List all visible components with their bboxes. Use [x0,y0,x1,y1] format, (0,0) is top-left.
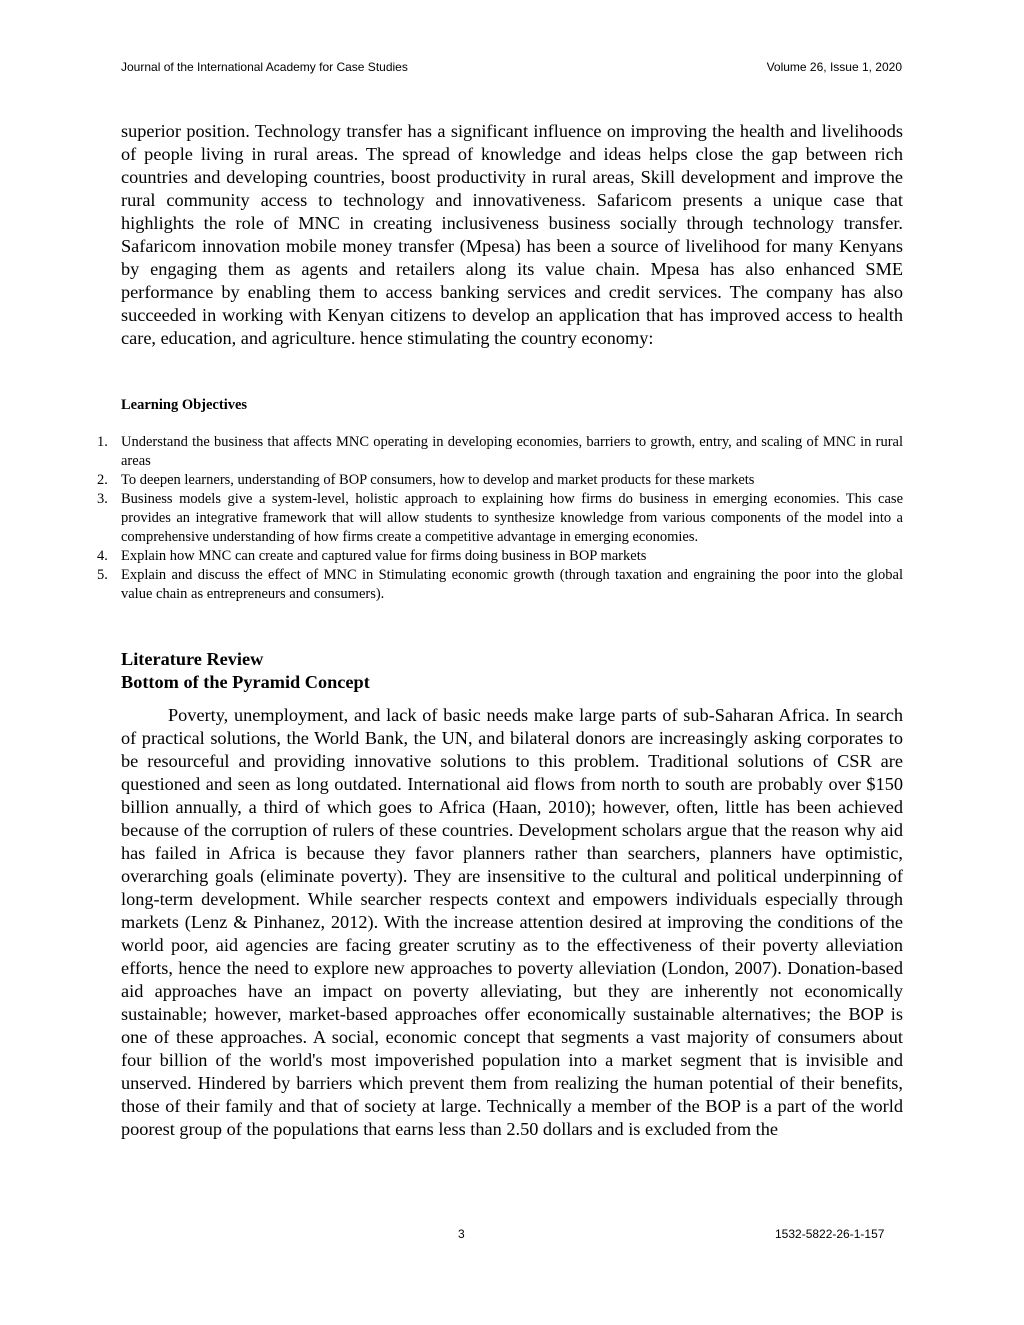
objective-text: Explain and discuss the effect of MNC in Stimulating economic growth (through taxation and engraining the poor into the global value chain as entrepreneurs and consumers). [121,567,903,602]
objective-number: 2. [97,472,108,488]
objective-item [0,433,903,471]
volume-info: Volume 26, Issue 1, 2020 [766,60,902,74]
objective-text: Explain how MNC can create and captured value for firms doing business in BOP markets [121,548,647,564]
objective-item [0,490,903,547]
learning-objectives-heading: Learning Objectives [121,397,248,413]
literature-review-paragraph: Poverty, unemployment, and lack of basic needs make large parts of sub-Saharan Africa. In search of practical solutions, the World Bank, the UN, and bilateral donors are increasingly asking corporates to be resourceful and providing innovative solutions to this problem. Traditional solutions of CSR are questioned and seen as long outdated. International aid flows from north to south are probably over $150 billion annually, a third of which goes to Africa (Haan, 2010); however, often, little has been achieved because of the corruption of rulers of these countries. Development scholars argue that the reason why aid has failed in Africa is because they favor planners rather than searchers, planners have optimistic, overarching goals (eliminate poverty). They are insensitive to the cultural and political underpinning of long-term development. While searcher respects context and empowers individuals especially through markets (Lenz & Pinhanez, 2012). With the increase attention desired at improving the conditions of the world poor, aid agencies are facing greater scrutiny as to the effectiveness of their poverty alleviation efforts, hence the need to explore new approaches to poverty alleviation (London, 2007). Donation-based aid approaches have an impact on poverty alleviating, but they are inherently not economically sustainable; however, market-based approaches offer economically sustainable alternatives; the BOP is one of these approaches. A social, economic concept that segments a vast majority of consumers about four billion of the world's most impoverished population into a market segment that is invisible and unserved. Hindered by barriers which prevent them from realizing the human potential of their benefits, those of their family and that of society at large. Technically a member of the BOP is a part of the world poorest group of the populations that earns less than 2.50 dollars and is excluded from the [121,705,903,1139]
document-id: 1532-5822-26-1-157 [775,1227,885,1241]
page-number: 3 [458,1227,465,1241]
learning-objectives-list [0,433,903,604]
running-header [121,60,902,74]
objective-item [0,566,903,604]
intro-paragraph: superior position. Technology transfer has a significant influence on improving the health and livelihoods of people living in rural areas. The spread of knowledge and ideas helps close the gap between rich countries and developing countries, boost productivity in rural areas, Skill development and improve the rural community access to technology and innovativeness. Safaricom presents a unique case that highlights the role of MNC in creating inclusiveness business socially through technology transfer. Safaricom innovation mobile money transfer (Mpesa) has been a source of livelihood for many Kenyans by engaging them as agents and retailers along its value chain. Mpesa has also enhanced SME performance by enabling them to access banking services and credit services. The company has also succeeded in working with Kenyan citizens to develop an application that has improved access to health care, education, and agriculture. hence stimulating the country economy: [121,121,903,348]
bop-concept-heading: Bottom of the Pyramid Concept [121,672,370,692]
objective-number: 3. [97,491,108,507]
objective-text: Business models give a system-level, holistic approach to explaining how firms do business in emerging economies. This case provides an integrative framework that will allow students to synthesize knowledge from various components of the model into a comprehensive understanding of how firms create a competitive advantage in emerging economies. [121,491,903,545]
objective-item [0,547,903,566]
journal-title: Journal of the International Academy for Case Studies [121,60,408,74]
objective-text: Understand the business that affects MNC operating in developing economies, barriers to growth, entry, and scaling of MNC in rural areas [121,434,903,469]
objective-item [0,471,903,490]
literature-review-heading: Literature Review [121,649,264,669]
objective-number: 5. [97,567,108,583]
objective-number: 1. [97,434,108,450]
objective-text: To deepen learners, understanding of BOP consumers, how to develop and market products for these markets [121,472,755,488]
objective-number: 4. [97,548,108,564]
